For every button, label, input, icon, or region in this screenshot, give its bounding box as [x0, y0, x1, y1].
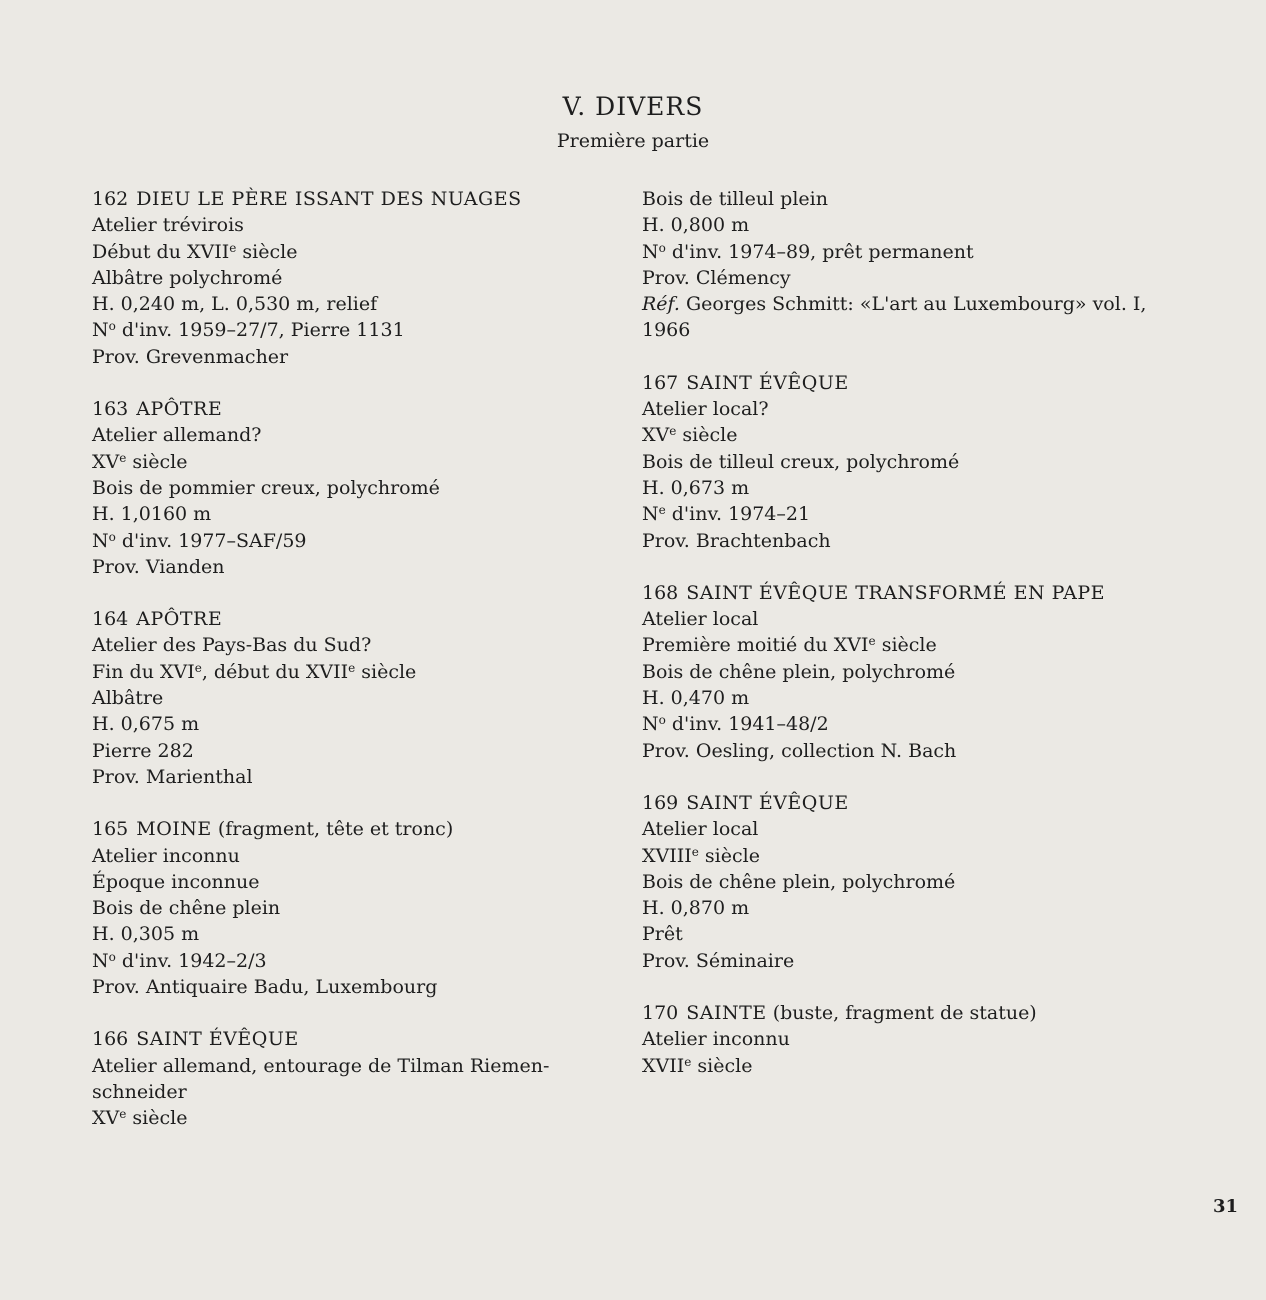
entry-detail-line: Bois de chêne plein, polychromé — [642, 660, 956, 683]
entry-detail-line: H. 0,800 m — [642, 214, 750, 237]
entry-detail-line: H. 1,0160 m — [92, 503, 212, 526]
entry-detail-line: XVe siècle — [92, 1107, 188, 1130]
entry-detail-line: Atelier local — [642, 608, 759, 631]
entry-number: 164 — [92, 608, 129, 631]
entry-detail-line: Réf. Georges Schmitt: «L'art au Luxembourg» vol. I, — [642, 293, 1147, 316]
entry-heading — [642, 1000, 1202, 1026]
entry-detail-line: Bois de pommier creux, polychromé — [92, 476, 440, 499]
entry-detail-line: Prov. Brachtenbach — [642, 529, 831, 552]
entry-detail-line: $N^o$ d'inv. 1941–48/2 — [642, 713, 829, 736]
entry-number: 168 — [642, 581, 679, 604]
entry-title: SAINT ÉVÊQUE — [686, 791, 849, 814]
entry-detail-line: XVIIe siècle — [642, 1054, 753, 1077]
entry-title: APÔTRE — [136, 398, 223, 421]
catalog-entry — [92, 1026, 652, 1131]
entry-heading — [92, 396, 652, 422]
entry-number: 166 — [92, 1028, 129, 1051]
entry-number: 165 — [92, 818, 129, 841]
entry-detail-line: H. 0,673 m — [642, 476, 750, 499]
entry-detail-line: Prov. Marienthal — [92, 765, 253, 788]
entry-detail-line: Atelier local? — [642, 398, 769, 421]
entry-heading — [92, 1026, 652, 1052]
entry-detail-line: Atelier allemand? — [92, 424, 262, 447]
entry-title-note: (buste, fragment de statue) — [772, 1002, 1037, 1025]
entry-detail-line: $N^e$ d'inv. 1974–21 — [642, 503, 811, 526]
entry-heading — [642, 370, 1202, 396]
entry-detail-line: Première moitié du XVIe siècle — [642, 634, 937, 657]
entry-title-note: (fragment, tête et tronc) — [217, 818, 454, 841]
entry-detail-line: Pierre 282 — [92, 739, 194, 762]
entry-detail-line: XVIIIe siècle — [642, 844, 760, 867]
entry-number: 170 — [642, 1002, 679, 1025]
catalog-entry — [642, 580, 1202, 764]
entry-title: DIEU LE PÈRE ISSANT DES NUAGES — [136, 188, 522, 210]
entry-detail-line: schneider — [92, 1080, 187, 1103]
entry-detail-line: Atelier des Pays-Bas du Sud? — [92, 634, 372, 657]
page-header — [0, 92, 1266, 153]
entry-detail-line: H. 0,675 m — [92, 713, 200, 736]
entry-detail-line: Époque inconnue — [92, 870, 260, 893]
entry-detail-line: Début du XVIIe siècle — [92, 240, 298, 263]
entry-heading — [642, 580, 1202, 606]
right-column — [642, 186, 1202, 1105]
entry-number: 167 — [642, 371, 679, 394]
entry-detail-line: Prov. Vianden — [92, 555, 225, 578]
entry-number: 162 — [92, 188, 129, 210]
entry-detail-line: 1966 — [642, 319, 691, 342]
entry-number: 169 — [642, 791, 679, 814]
entry-detail-line: $N^o$ d'inv. 1942–2/3 — [92, 949, 267, 972]
page-number: 31 — [1213, 1196, 1239, 1217]
catalog-entry — [92, 816, 652, 1000]
entry-detail-line: H. 0,870 m — [642, 897, 750, 920]
entry-title: SAINT ÉVÊQUE — [136, 1028, 299, 1051]
entry-detail-line: H. 0,240 m, L. 0,530 m, relief — [92, 293, 378, 316]
catalog-entry — [92, 606, 652, 790]
catalog-entry — [642, 1000, 1202, 1079]
entry-detail-line: Prov. Oesling, collection N. Bach — [642, 739, 957, 762]
catalog-entry — [642, 790, 1202, 974]
entry-detail-line: Prov. Antiquaire Badu, Luxembourg — [92, 976, 438, 999]
entry-detail-line: Atelier trévirois — [92, 214, 244, 237]
entry-detail-line: Bois de chêne plein — [92, 897, 281, 920]
section-subtitle: Première partie — [556, 130, 710, 152]
entry-detail-line: Bois de tilleul creux, polychromé — [642, 450, 960, 473]
entry-detail-line: H. 0,305 m — [92, 923, 200, 946]
entry-detail-line: XVe siècle — [642, 424, 738, 447]
entry-title: APÔTRE — [136, 608, 223, 631]
entry-detail-line: Prov. Grevenmacher — [92, 345, 289, 368]
entry-title: SAINT ÉVÊQUE — [686, 371, 849, 394]
entry-detail-line: Albâtre polychromé — [92, 266, 283, 289]
entry-title: MOINE — [136, 818, 212, 841]
entry-heading — [92, 606, 652, 632]
entry-detail-line: Albâtre — [92, 687, 164, 710]
entry-detail-line: Bois de chêne plein, polychromé — [642, 870, 956, 893]
entry-heading — [642, 790, 1202, 816]
entry-detail-line: Atelier inconnu — [642, 1028, 790, 1051]
catalog-entry — [92, 396, 652, 580]
entry-detail-line: $N^o$ d'inv. 1959–27/7, Pierre 1131 — [92, 319, 405, 342]
entry-detail-line: Prov. Clémency — [642, 266, 791, 289]
catalog-entry — [92, 186, 652, 370]
catalog-entry — [642, 186, 1202, 344]
entry-detail-line: Bois de tilleul plein — [642, 188, 828, 210]
entry-detail-line: Atelier local — [642, 818, 759, 841]
entry-detail-line: $N^o$ d'inv. 1974–89, prêt permanent — [642, 240, 974, 263]
left-column — [92, 186, 652, 1158]
entry-detail-line: Fin du XVIe, début du XVIIe siècle — [92, 660, 417, 683]
entry-detail-line: H. 0,470 m — [642, 687, 750, 710]
entry-detail-line: Prov. Séminaire — [642, 949, 795, 972]
entry-detail-line: Atelier allemand, entourage de Tilman Riemen- — [92, 1054, 550, 1077]
entry-detail-line: Atelier inconnu — [92, 844, 240, 867]
entry-title: SAINT ÉVÊQUE TRANSFORMÉ EN PAPE — [686, 581, 1106, 604]
section-title: V. DIVERS — [562, 92, 704, 121]
entry-heading — [92, 186, 652, 212]
catalog-entry — [642, 370, 1202, 554]
entry-number: 163 — [92, 398, 129, 421]
entry-detail-line: XVe siècle — [92, 450, 188, 473]
entry-detail-line: Prêt — [642, 923, 683, 946]
entry-heading — [92, 816, 652, 842]
entry-detail-line: $N^o$ d'inv. 1977–SAF/59 — [92, 529, 307, 552]
entry-title: SAINTE — [686, 1002, 767, 1025]
